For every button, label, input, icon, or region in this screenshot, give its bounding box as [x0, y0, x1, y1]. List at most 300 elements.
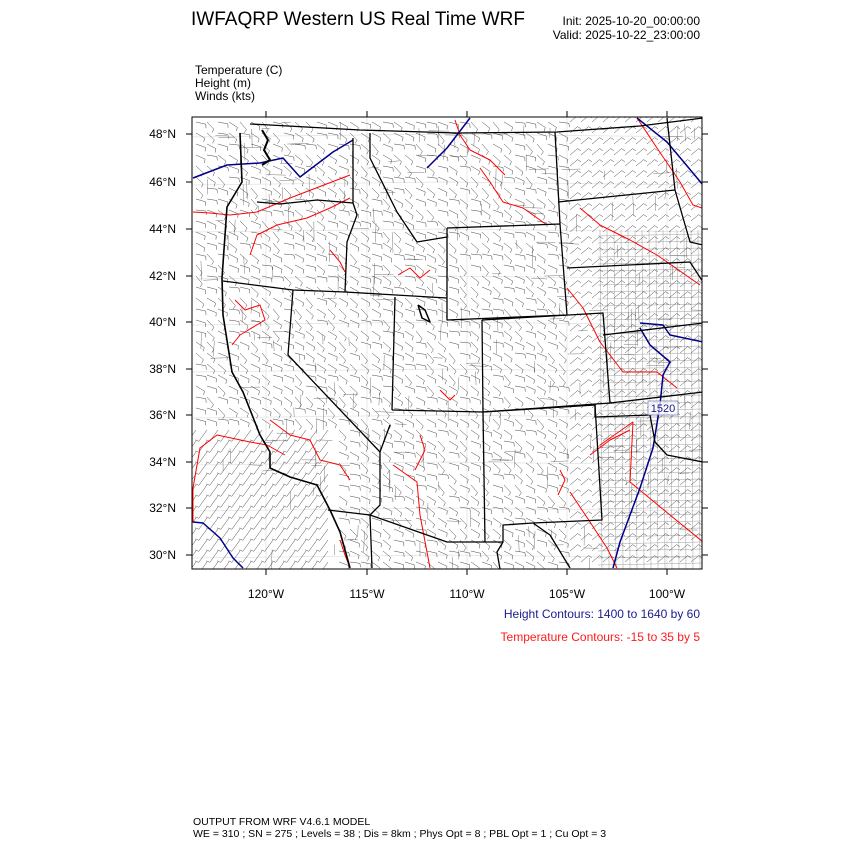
state-border [328, 510, 370, 515]
wind-barb [537, 419, 544, 430]
wind-barb [526, 133, 534, 143]
wind-barb [361, 485, 370, 493]
wind-barb [581, 138, 592, 144]
wind-barb [261, 540, 273, 551]
temperature-contour-legend: Temperature Contours: -15 to 35 by 5 [500, 630, 700, 644]
wind-barb [294, 496, 306, 507]
wind-barb [207, 386, 217, 393]
wind-barb [471, 397, 480, 404]
wind-barb [273, 144, 282, 152]
wind-barb [680, 281, 691, 287]
wind-barb [250, 540, 262, 551]
wind-barb [669, 545, 680, 551]
wind-barb [405, 122, 414, 130]
wind-barb [250, 507, 262, 518]
wind-barb [669, 523, 680, 529]
wind-barb [471, 419, 479, 429]
wind-barb [691, 259, 702, 265]
wind-barb [316, 507, 328, 518]
wind-barb [350, 210, 359, 218]
wind-barb [416, 265, 424, 275]
wind-barb [196, 320, 206, 327]
wind-barb [449, 276, 458, 283]
wind-barb [394, 529, 403, 537]
wind-barb [603, 435, 614, 441]
wind-barb [427, 188, 435, 198]
wind-barb [394, 364, 403, 372]
wind-barb [526, 518, 535, 526]
wind-barb [515, 375, 525, 382]
wind-barb [394, 155, 402, 165]
wind-barb [306, 320, 312, 331]
wind-barb [515, 188, 525, 195]
wind-barb [195, 485, 207, 496]
wind-barb [625, 380, 636, 386]
wind-barb [361, 232, 369, 242]
wind-barb [261, 474, 273, 485]
wind-barb [251, 287, 258, 297]
wind-barb [482, 232, 489, 243]
wind-barb [372, 232, 382, 238]
wind-barb [217, 551, 229, 562]
wind-barb [361, 133, 369, 142]
county-border [458, 220, 459, 240]
county-border [598, 444, 702, 446]
wind-barb [636, 457, 647, 463]
wind-barb [383, 364, 391, 373]
wind-barb [691, 347, 702, 353]
wind-barb [372, 397, 382, 403]
wind-barb [625, 292, 636, 298]
wind-barb [504, 397, 511, 408]
wind-barb [416, 430, 423, 441]
wind-barb [196, 397, 206, 403]
wind-barb [438, 331, 448, 337]
wind-barb [460, 210, 467, 221]
wind-barb [471, 210, 481, 215]
wind-barb [504, 375, 510, 386]
wind-barb [592, 204, 603, 210]
wind-barb [306, 419, 313, 430]
wind-barb [427, 551, 437, 557]
wind-barb [306, 232, 314, 242]
wind-barb [339, 485, 349, 491]
wind-barb [625, 435, 636, 441]
wind-barb [361, 353, 368, 364]
wind-barb [184, 507, 196, 518]
wind-barb [196, 364, 206, 370]
wind-barb [625, 534, 636, 540]
wind-barb [537, 287, 546, 296]
wind-barb [229, 397, 239, 404]
wind-barb [251, 221, 260, 229]
wind-barb [570, 479, 581, 485]
wind-barb [592, 237, 603, 243]
wind-barb [251, 188, 258, 199]
wind-barb [691, 248, 702, 254]
wind-barb [438, 408, 446, 418]
wind-barb [317, 408, 327, 415]
wind-barb [339, 331, 346, 341]
wind-barb [394, 408, 404, 414]
wind-barb [548, 188, 558, 194]
wind-barb [383, 287, 393, 294]
wind-barb [262, 254, 271, 263]
wind-barb [471, 188, 478, 199]
wind-barb [284, 188, 291, 199]
wind-barb [471, 551, 481, 557]
wind-barb [438, 309, 447, 317]
wind-barb [471, 562, 479, 572]
wind-barb [515, 463, 522, 473]
wind-barb [570, 457, 581, 463]
wind-barb [625, 259, 636, 265]
wind-barb [251, 122, 260, 130]
wind-barb [350, 254, 357, 265]
wind-barb [581, 204, 592, 210]
wind-barb [493, 408, 501, 418]
wind-barb [559, 474, 568, 483]
state-border [555, 132, 560, 224]
wind-barb [570, 391, 581, 397]
wind-barb [317, 298, 327, 305]
wind-barb [493, 276, 502, 284]
wind-barb [471, 144, 480, 153]
wind-barb [581, 457, 592, 463]
wind-barb [405, 177, 415, 183]
wind-barb [317, 276, 327, 282]
wind-barb [603, 237, 614, 243]
wind-barb [316, 529, 328, 540]
wind-barb [515, 166, 523, 176]
wind-barb [592, 281, 603, 287]
wind-barb [493, 254, 503, 260]
wind-barb [570, 138, 581, 144]
wind-barb [350, 232, 357, 242]
wind-barb [460, 166, 471, 171]
wind-barb [537, 452, 547, 458]
wind-barb [504, 122, 513, 131]
wind-barb [251, 397, 260, 404]
wind-barb [229, 122, 237, 131]
wind-barb [581, 479, 592, 485]
wind-barb [229, 155, 238, 164]
county-border [579, 330, 588, 331]
wind-barb [537, 133, 547, 140]
wind-barb [218, 342, 228, 349]
wind-barb [394, 188, 404, 194]
wind-barb [372, 254, 382, 261]
wind-barb [229, 254, 238, 263]
county-border [562, 243, 579, 244]
wind-barb [471, 386, 479, 396]
wind-barb [581, 270, 592, 276]
wind-barb [273, 265, 282, 273]
wind-barb [416, 287, 426, 294]
wind-barb [195, 562, 207, 573]
wind-barb [504, 221, 514, 228]
wind-barb [570, 259, 581, 265]
wind-barb [295, 320, 301, 331]
wind-barb [394, 430, 402, 440]
wind-barb [504, 441, 514, 447]
wind-barb [449, 474, 456, 484]
wind-barb [228, 452, 240, 463]
wind-barb [438, 529, 447, 537]
wind-barb [251, 276, 260, 284]
state-border [370, 425, 485, 542]
wind-barb [460, 430, 468, 440]
wind-barb [570, 281, 581, 287]
wind-barb [372, 452, 380, 462]
wind-barb [614, 204, 625, 210]
county-border [598, 241, 702, 243]
wind-barb [229, 298, 235, 309]
wind-barb [272, 474, 284, 485]
wind-barb [636, 446, 647, 452]
wind-barb [427, 221, 438, 226]
wind-barb [229, 265, 238, 273]
wind-barb [548, 463, 557, 472]
wind-barb [647, 556, 658, 562]
wind-barb [416, 331, 422, 342]
wind-barb [691, 556, 702, 562]
wind-barb [625, 204, 636, 210]
wind-barb [570, 523, 581, 529]
county-border [656, 230, 658, 569]
wind-barb [504, 177, 515, 182]
wind-barb [669, 215, 680, 221]
wind-barb [394, 452, 404, 459]
county-border [598, 234, 702, 236]
wind-barb [625, 402, 636, 408]
wind-barb [394, 320, 401, 331]
wind-barb [603, 512, 614, 518]
wind-barb [294, 452, 306, 463]
wind-barb [251, 166, 260, 174]
wind-barb [548, 562, 558, 569]
wind-barb [262, 265, 273, 270]
county-border [670, 230, 672, 569]
wind-barb [526, 507, 535, 514]
wind-barb [240, 419, 249, 427]
wind-barb [317, 342, 324, 352]
wind-barb [526, 452, 533, 463]
wind-barb [504, 287, 514, 292]
wind-barb [405, 540, 415, 546]
wind-barb [228, 441, 240, 452]
wind-barb [294, 441, 306, 452]
wind-barb [361, 122, 371, 129]
wind-barb [317, 353, 325, 362]
wind-barb [394, 375, 403, 384]
wind-barb [636, 160, 647, 166]
wind-barb [504, 243, 512, 253]
wind-barb [383, 375, 393, 381]
wind-barb [570, 336, 581, 342]
wind-barb [570, 226, 581, 232]
wind-barb [251, 254, 259, 264]
wind-barb [460, 353, 470, 359]
wind-barb [515, 177, 524, 185]
wind-barb [273, 133, 280, 144]
wind-barb [328, 375, 338, 381]
state-border [558, 190, 675, 202]
wind-barb [493, 177, 502, 186]
wind-barb [272, 562, 284, 573]
wind-barb [295, 386, 303, 396]
wind-barb [218, 122, 228, 128]
temperature-contour [232, 300, 265, 345]
wind-barb [427, 441, 436, 450]
wind-barb [206, 507, 218, 518]
wind-barb [416, 386, 426, 392]
wind-barb [636, 292, 647, 298]
wind-barb [350, 298, 358, 308]
wind-barb [306, 276, 316, 283]
wind-barb [537, 518, 547, 525]
wind-barb [350, 496, 360, 502]
lat-label: 36°N [149, 408, 176, 422]
state-border [483, 412, 485, 542]
wind-barb [548, 287, 558, 293]
county-border [215, 135, 226, 136]
wind-barb [482, 265, 489, 276]
wind-barb [493, 287, 500, 297]
county-border [649, 230, 651, 569]
wind-barb [493, 243, 502, 251]
wind-barb [361, 386, 370, 394]
wind-barb [372, 342, 382, 349]
wind-barb [427, 353, 434, 364]
wind-barb [504, 540, 511, 550]
lat-label: 34°N [149, 455, 176, 469]
wind-barb [625, 325, 636, 331]
wind-barb [493, 397, 503, 403]
wind-barb [625, 490, 636, 496]
wind-barb [218, 155, 226, 165]
wind-barb [526, 298, 536, 304]
svg-text:1520: 1520 [650, 403, 676, 415]
wind-barb [196, 309, 206, 315]
wind-barb [449, 375, 455, 386]
wind-barb [614, 292, 625, 298]
wind-barb [636, 303, 647, 309]
wind-barb [581, 523, 592, 529]
wind-barb [350, 155, 359, 164]
wind-barb [207, 133, 214, 143]
wind-barb [273, 397, 282, 406]
wind-barb [515, 298, 524, 307]
wind-barb [526, 287, 534, 297]
wind-barb [361, 364, 369, 374]
wind-barb [537, 375, 546, 384]
wind-barb [405, 551, 413, 561]
wind-barb [636, 270, 647, 276]
county-border [529, 526, 530, 537]
county-border [368, 167, 378, 168]
wind-barb [526, 386, 535, 394]
wind-barb [394, 199, 403, 208]
wind-barb [284, 309, 295, 314]
wind-barb [239, 540, 251, 551]
wind-barb [559, 353, 566, 363]
wind-barb [548, 452, 556, 462]
wind-barb [416, 375, 424, 384]
wind-barb [460, 397, 470, 403]
wind-barb [383, 474, 390, 485]
wind-barb [592, 270, 603, 276]
wind-barb [295, 298, 304, 307]
wind-barb [328, 353, 337, 361]
wind-barb [229, 408, 237, 417]
wind-barb [559, 430, 567, 440]
wind-barb [515, 331, 522, 342]
wind-barb [548, 430, 557, 439]
wind-barb [394, 353, 403, 361]
county-border [598, 465, 702, 467]
wind-barb [261, 529, 273, 540]
wind-barb [383, 485, 393, 492]
wind-barb [284, 364, 294, 371]
wind-barb [592, 369, 603, 375]
wind-barb [361, 265, 370, 273]
wind-barb [394, 540, 404, 546]
wind-barb [218, 375, 227, 384]
wind-barb [471, 331, 479, 341]
county-border [598, 542, 702, 544]
wind-barb [592, 160, 603, 166]
wind-barb [581, 369, 592, 375]
county-border [469, 366, 487, 367]
wind-barb [581, 380, 592, 386]
wind-barb [471, 298, 478, 308]
wind-barb [306, 397, 313, 408]
wind-barb [504, 353, 512, 363]
wind-barb [196, 287, 206, 294]
county-border [598, 290, 702, 292]
wind-barb [449, 298, 458, 306]
wind-barb [350, 364, 357, 375]
wind-barb [537, 166, 546, 174]
wind-barb [526, 265, 535, 273]
wind-barb [449, 309, 458, 318]
wind-barb [383, 463, 389, 474]
contour-label-1520 [648, 401, 678, 415]
wind-barb [504, 144, 511, 154]
wind-barb [317, 232, 326, 240]
state-border [370, 515, 372, 568]
wind-barb [306, 364, 316, 370]
wind-barb [295, 265, 304, 274]
wind-barb [449, 188, 457, 198]
wind-barb [361, 408, 370, 417]
wind-barb [471, 441, 480, 448]
wind-barb [647, 380, 658, 386]
coastline [222, 133, 350, 568]
wind-barb [614, 468, 625, 474]
wind-barb [427, 463, 437, 469]
wind-barb [229, 309, 240, 314]
wind-barb [240, 265, 250, 272]
wind-barb [636, 402, 647, 408]
wind-barb [207, 155, 217, 161]
wind-barb [229, 331, 239, 337]
model-version: OUTPUT FROM WRF V4.6.1 MODEL [193, 816, 371, 828]
county-border [600, 447, 621, 448]
wind-barb [438, 419, 447, 428]
wind-barb [207, 309, 216, 317]
